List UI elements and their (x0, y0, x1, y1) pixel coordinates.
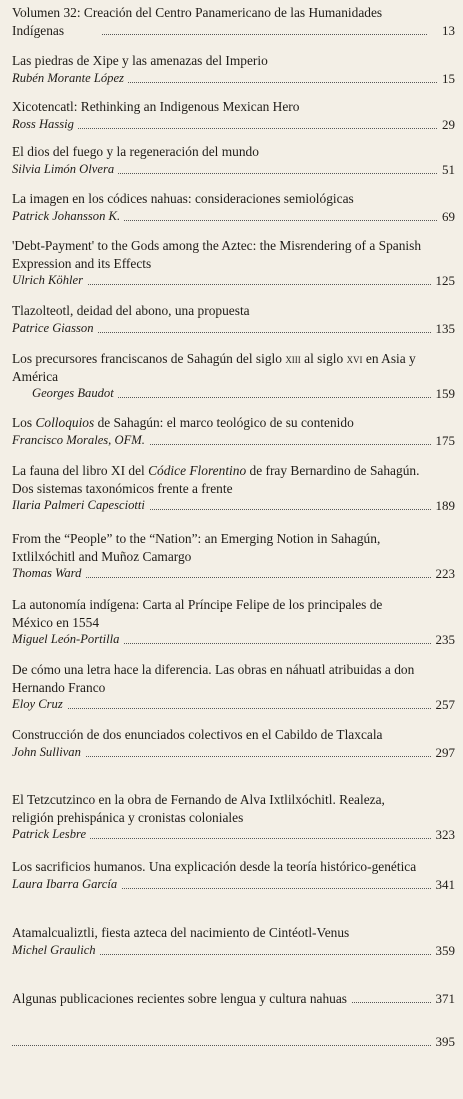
page-number: 69 (438, 208, 455, 225)
dot-leader (12, 708, 455, 709)
entry-title (12, 350, 455, 385)
entry-title: Atamalcualiztli, fiesta azteca del nacimiento de Cintéotl-Venus (12, 925, 350, 940)
toc-entry[interactable] (12, 1033, 455, 1050)
dot-leader (102, 34, 427, 35)
toc-entry[interactable] (12, 350, 455, 402)
toc-row (12, 116, 455, 133)
dot-leader (12, 128, 455, 129)
toc-row (12, 942, 455, 959)
toc-row (12, 208, 455, 225)
toc-entry[interactable] (12, 414, 455, 449)
title-italic: Códice Florentino (148, 463, 247, 478)
entry-title: From the “People” to the “Nation”: an Emerging Notion in Sahagún, Ixtlilxóchitl and Muñoz Camargo (12, 531, 381, 564)
title-italic: Colloquios (35, 415, 95, 430)
entry-author: Silvia Limón Olvera (12, 161, 118, 178)
page-number: 15 (438, 70, 455, 87)
title-part-smallcaps: xiii (285, 351, 301, 366)
entry-title: 'Debt-Payment' to the Gods among the Aztec: the Misrendering of a Spanish Expression and its Effects (12, 238, 422, 271)
toc-entry[interactable] (12, 858, 455, 893)
toc-row (12, 272, 455, 289)
toc-entry[interactable] (12, 190, 455, 225)
toc-entry[interactable] (12, 990, 455, 1007)
toc-entry[interactable] (12, 791, 455, 843)
toc-row (12, 161, 455, 178)
entry-title: El Tetzcutzinco en la obra de Fernando de Alva Ixtlilxóchitl. Realeza, religión prehispánica y cronistas coloniales (12, 792, 385, 825)
toc-entry[interactable] (12, 596, 455, 648)
entry-author: Ross Hassig (12, 116, 78, 133)
toc-entry[interactable] (12, 661, 455, 713)
title-part: Los (12, 415, 36, 430)
dot-leader (12, 1045, 455, 1046)
toc-row (12, 696, 455, 713)
entry-title (12, 414, 455, 432)
entry-author: Georges Baudot (12, 385, 118, 402)
entry-author: Miguel León-Portilla (12, 631, 123, 648)
entry-title: La autonomía indígena: Carta al Príncipe Felipe de los principales de México en 1554 (12, 597, 383, 630)
entry-author: Thomas Ward (12, 565, 85, 582)
entry-author: Francisco Morales, OFM. (12, 432, 149, 449)
toc-entry[interactable] (12, 924, 455, 959)
entry-title: Xicotencatl: Rethinking an Indigenous Mexican Hero (12, 99, 300, 114)
entry-author: Laura Ibarra García (12, 876, 121, 893)
toc-row (12, 565, 455, 582)
title-part: Los precursores franciscanos de Sahagún del siglo (12, 351, 286, 366)
entry-title: De cómo una letra hace la diferencia. Las obras en náhuatl atribuidas a don Hernando Franco (12, 662, 415, 695)
page-number: 175 (432, 432, 456, 449)
title-part: La fauna del libro XI del (12, 463, 149, 478)
entry-title: La imagen en los códices nahuas: consideraciones semiológicas (12, 191, 354, 206)
title-part: en Asia y América (12, 351, 416, 384)
entry-author: Eloy Cruz (12, 696, 67, 713)
entry-title: Volumen 32: Creación del Centro Panamericano de las Humanidades Indígenas (12, 5, 383, 38)
page-number: 395 (432, 1033, 456, 1050)
title-part-smallcaps: xvi (346, 351, 363, 366)
page-number: 323 (432, 826, 456, 843)
entry-author: Patrick Johansson K. (12, 208, 124, 225)
toc-entry[interactable] (12, 530, 455, 582)
toc-entry[interactable] (12, 237, 455, 289)
entry-title: Los sacrificios humanos. Una explicación desde la teoría histórico-genética (12, 859, 417, 874)
toc-entry[interactable] (12, 4, 455, 39)
toc-row (12, 990, 455, 1007)
toc-entry[interactable] (12, 98, 455, 133)
toc-entry[interactable] (12, 143, 455, 178)
toc-row (12, 70, 455, 87)
entry-title: Tlazolteotl, deidad del abono, una propuesta (12, 303, 250, 318)
page-number: 297 (432, 744, 456, 761)
toc-row (12, 826, 455, 843)
toc-row (12, 320, 455, 337)
entry-title: Construcción de dos enunciados colectivos en el Cabildo de Tlaxcala (12, 727, 383, 742)
entry-author: Ulrich Köhler (12, 272, 87, 289)
toc-row (12, 497, 455, 514)
title-part: de Sahagún: el marco teológico de su contenido (94, 415, 354, 430)
page-number: 159 (432, 385, 456, 402)
entry-author: Michel Graulich (12, 942, 100, 959)
page-number: 189 (432, 497, 456, 514)
entry-author: Patrice Giasson (12, 320, 98, 337)
page-number: 51 (438, 161, 455, 178)
title-part: de fray Bernardino de Sahagún. Dos sistemas taxonómicos frente a frente (12, 463, 420, 496)
toc-row (12, 876, 455, 893)
toc-row (12, 4, 455, 39)
toc-entry[interactable] (12, 302, 455, 337)
page-number: 223 (432, 565, 456, 582)
entry-title: Las piedras de Xipe y las amenazas del Imperio (12, 53, 268, 68)
toc-row (12, 1033, 455, 1050)
entry-author: Rubén Morante López (12, 70, 128, 87)
page-number: 13 (438, 22, 455, 39)
page-number: 257 (432, 696, 456, 713)
toc-entry[interactable] (12, 52, 455, 87)
page-number: 371 (432, 990, 456, 1007)
entry-author: John Sullivan (12, 744, 85, 761)
page-number: 135 (432, 320, 456, 337)
page-number: 341 (432, 876, 456, 893)
page-number: 235 (432, 631, 456, 648)
toc-row (12, 744, 455, 761)
toc-entry[interactable] (12, 726, 455, 761)
entry-author: Ilaria Palmeri Capesciotti (12, 497, 149, 514)
page-number: 29 (438, 116, 455, 133)
entry-title: El dios del fuego y la regeneración del mundo (12, 144, 259, 159)
page-number: 125 (432, 272, 456, 289)
title-part: al siglo (300, 351, 347, 366)
toc-entry[interactable] (12, 462, 455, 514)
toc-row (12, 432, 455, 449)
page-number: 359 (432, 942, 456, 959)
entry-title (12, 462, 455, 497)
toc-row (12, 385, 455, 402)
toc-row (12, 631, 455, 648)
entry-title: Algunas publicaciones recientes sobre lengua y cultura nahuas (12, 990, 351, 1007)
entry-author: Patrick Lesbre (12, 826, 90, 843)
